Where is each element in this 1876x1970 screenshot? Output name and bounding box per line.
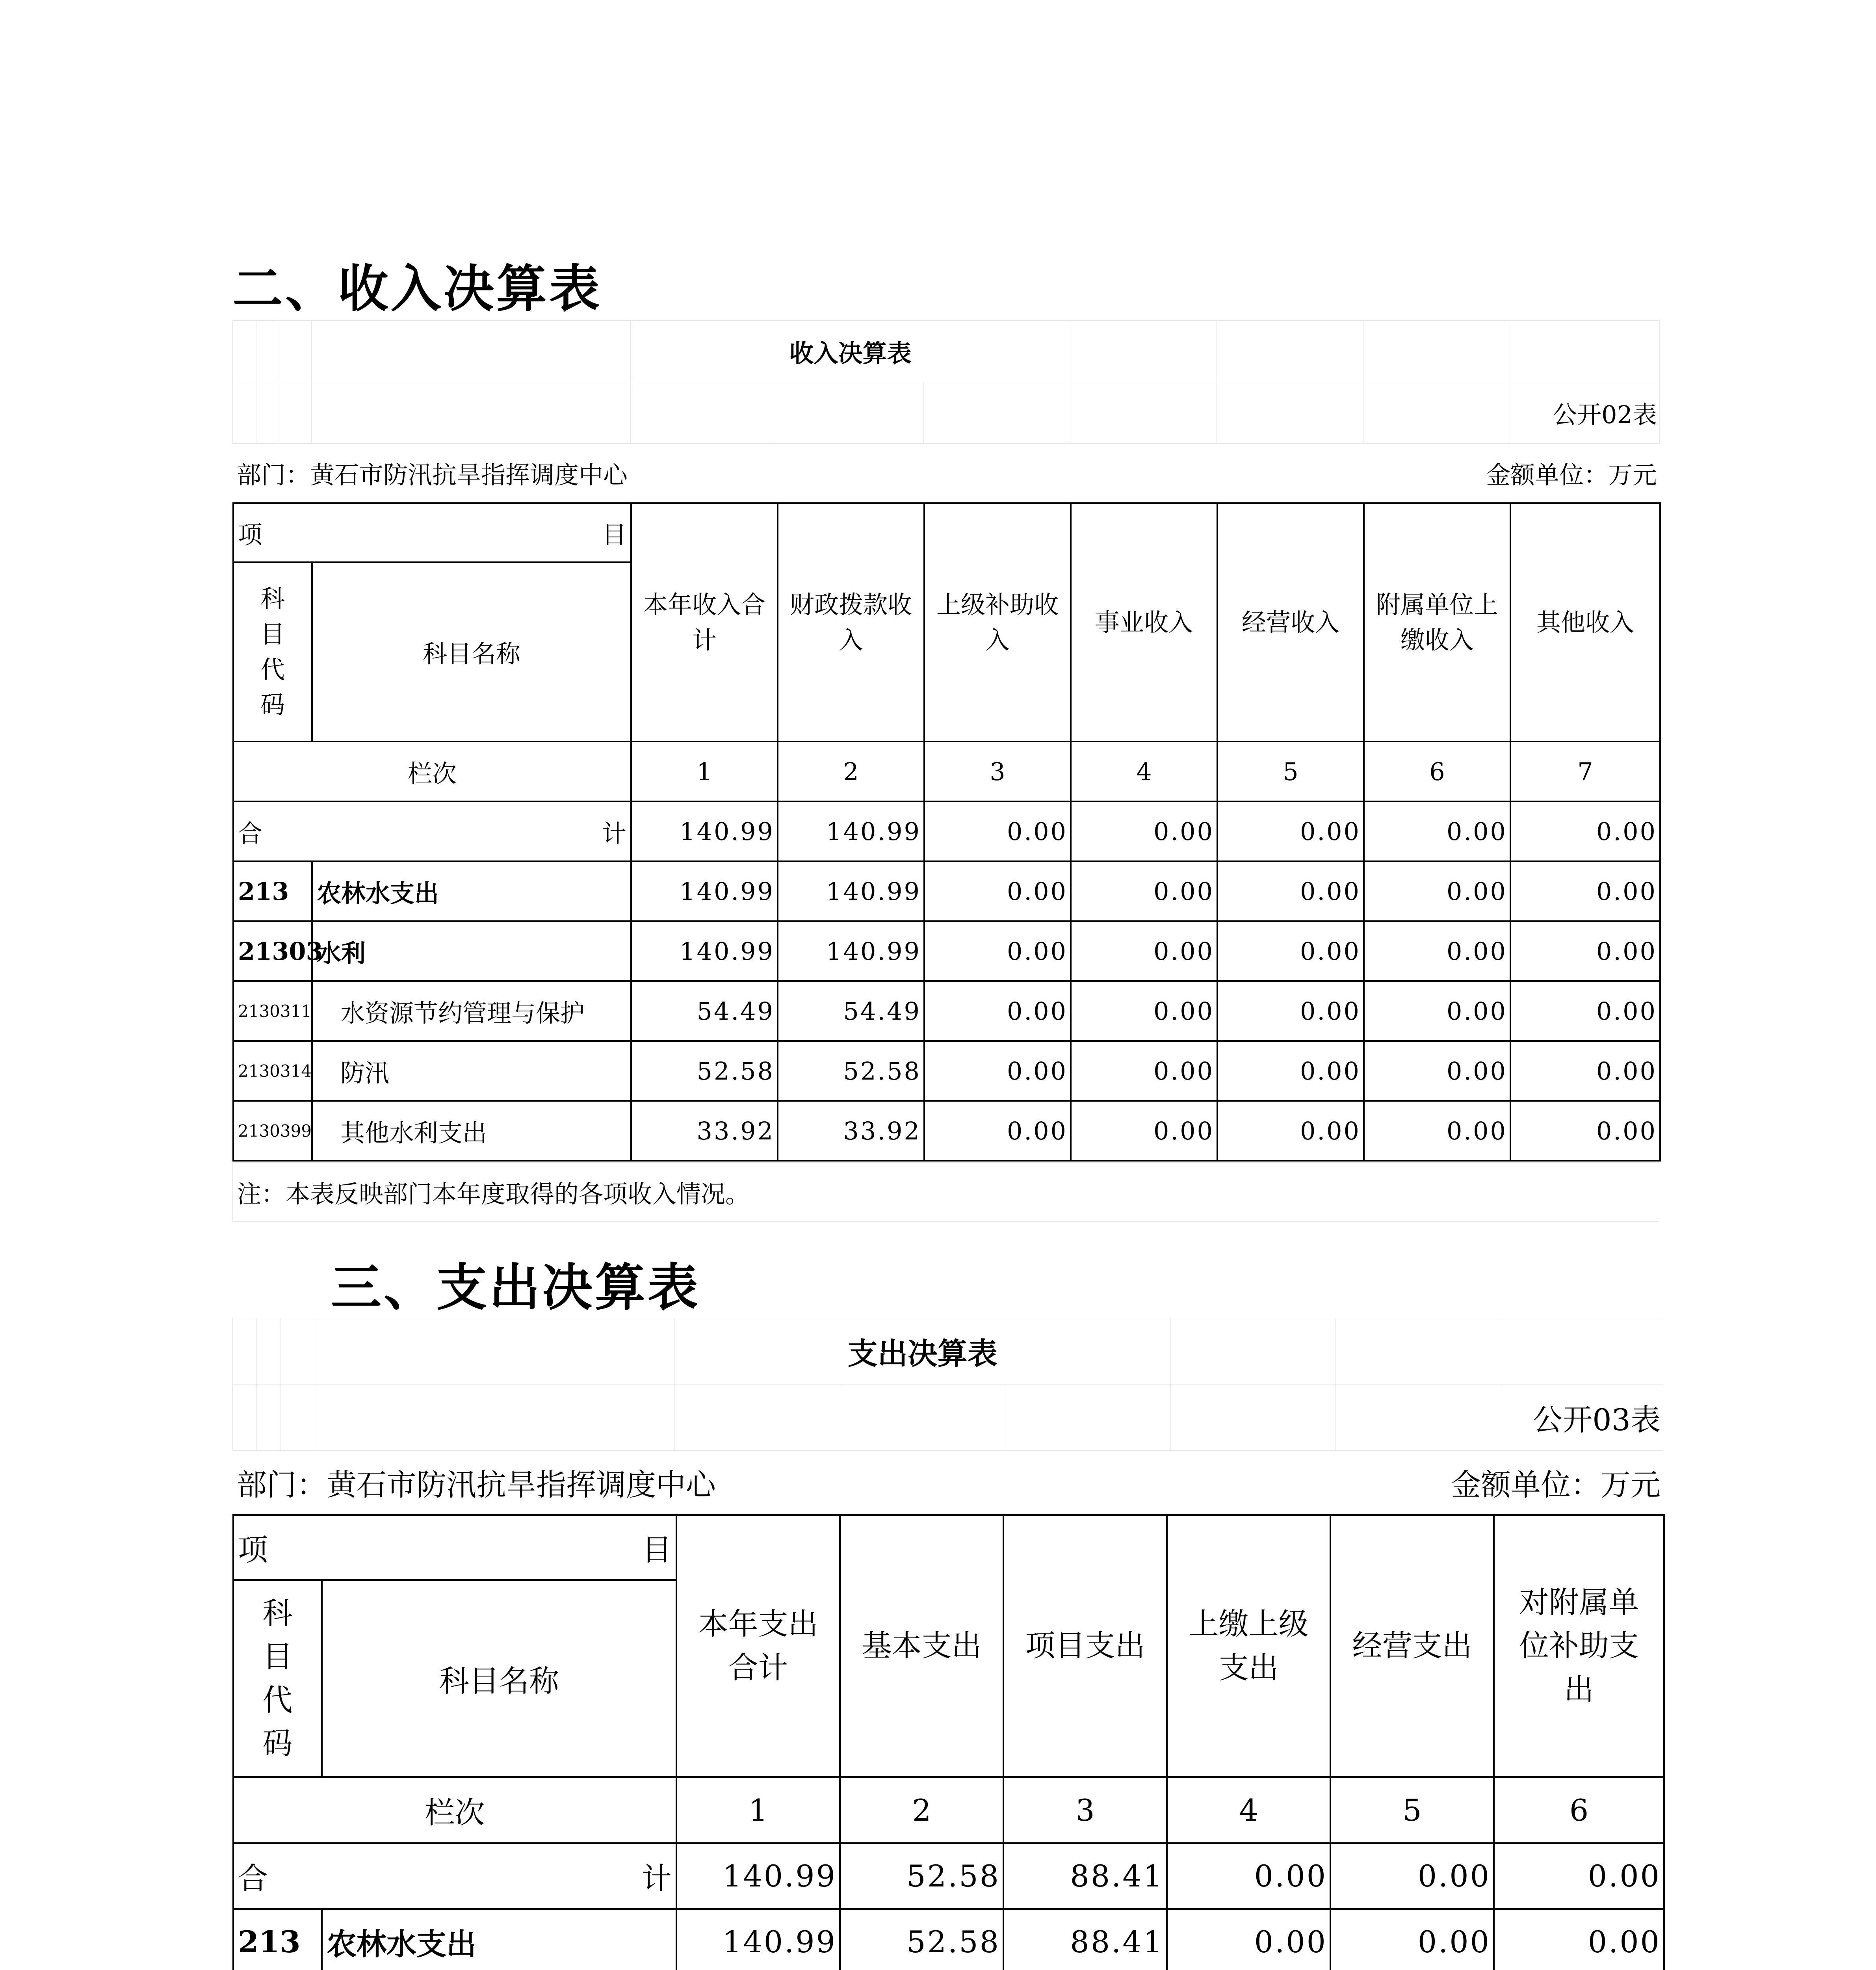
expense-col-number: 1 xyxy=(676,1777,840,1843)
income-col-header: 事业收入 xyxy=(1071,503,1217,742)
income-code-header: 科目代码 xyxy=(233,562,312,742)
income-row-name: 防汛 xyxy=(312,1041,631,1101)
expense-col-header: 对附属单位补助支出 xyxy=(1494,1515,1664,1777)
income-cell: 0.00 xyxy=(1071,1101,1217,1161)
income-cell: 0.00 xyxy=(1071,861,1217,921)
expense-cell: 0.00 xyxy=(1330,1843,1494,1909)
expense-row-code: 213 xyxy=(233,1909,322,1970)
income-col-header: 财政拨款收入 xyxy=(778,503,924,742)
expense-total-row xyxy=(233,1843,1664,1909)
expense-section-heading: 三、支出决算表 xyxy=(331,1258,701,1317)
expense-code-header: 科目代码 xyxy=(233,1580,322,1777)
expense-name-header: 科目名称 xyxy=(322,1580,676,1777)
expense-form-number: 公开03表 xyxy=(1501,1385,1663,1451)
income-cell: 0.00 xyxy=(1071,801,1217,861)
income-table-title: 收入决算表 xyxy=(631,321,1070,382)
income-cell: 54.49 xyxy=(631,981,778,1041)
expense-col-header: 项目支出 xyxy=(1003,1515,1167,1777)
income-cell: 0.00 xyxy=(1510,981,1660,1041)
expense-cell: 0.00 xyxy=(1330,1909,1494,1970)
income-cell: 140.99 xyxy=(778,801,924,861)
income-row-code: 2130399 xyxy=(233,1101,312,1161)
income-cell: 0.00 xyxy=(1364,1101,1510,1161)
income-cell: 0.00 xyxy=(1364,1041,1510,1101)
income-cell: 0.00 xyxy=(1217,981,1364,1041)
income-cell: 0.00 xyxy=(1217,1101,1364,1161)
income-cell: 0.00 xyxy=(1364,801,1510,861)
expense-cell: 0.00 xyxy=(1167,1909,1330,1970)
income-total-label: 合 计 xyxy=(233,801,631,861)
expense-department: 部门：黄石市防汛抗旱指挥调度中心 xyxy=(237,1467,716,1502)
income-cell: 0.00 xyxy=(1510,1101,1660,1161)
income-cell: 140.99 xyxy=(631,861,778,921)
income-amount-unit: 金额单位：万元 xyxy=(1486,461,1657,489)
expense-col-number: 6 xyxy=(1494,1777,1664,1843)
income-table-header-area xyxy=(232,320,1660,503)
expense-row-name: 农林水支出 xyxy=(322,1909,676,1970)
expense-cell: 140.99 xyxy=(676,1909,840,1970)
expense-col-number: 3 xyxy=(1003,1777,1167,1843)
expense-col-header: 上缴上级支出 xyxy=(1167,1515,1330,1777)
income-item-header: 项 目 xyxy=(233,503,631,562)
expense-lanci-label: 栏次 xyxy=(233,1777,676,1843)
income-cell: 0.00 xyxy=(1217,801,1364,861)
income-cell: 0.00 xyxy=(924,1041,1071,1101)
income-name-header: 科目名称 xyxy=(312,562,631,742)
income-cell: 0.00 xyxy=(1071,1041,1217,1101)
expense-table-title: 支出决算表 xyxy=(675,1318,1171,1385)
income-cell: 33.92 xyxy=(631,1101,778,1161)
income-cell: 0.00 xyxy=(1217,1041,1364,1101)
expense-item-header: 项 目 xyxy=(233,1515,676,1580)
income-department: 部门：黄石市防汛抗旱指挥调度中心 xyxy=(237,461,628,489)
income-note-area xyxy=(232,1162,1659,1222)
income-cell: 0.00 xyxy=(1364,921,1510,981)
expense-cell: 52.58 xyxy=(840,1843,1003,1909)
expense-table xyxy=(232,1514,1665,1970)
income-table-row xyxy=(233,921,1660,981)
income-cell: 0.00 xyxy=(1510,921,1660,981)
expense-total-label: 合 计 xyxy=(233,1843,676,1909)
income-table-row xyxy=(233,981,1660,1041)
income-col-number: 1 xyxy=(631,742,778,801)
income-row-code: 2130311 xyxy=(233,981,312,1041)
expense-table-header-area xyxy=(232,1318,1663,1515)
income-cell: 140.99 xyxy=(778,921,924,981)
income-col-header: 上级补助收入 xyxy=(924,503,1071,742)
income-row-name: 水资源节约管理与保护 xyxy=(312,981,631,1041)
income-row-name: 水利 xyxy=(312,921,631,981)
income-col-number: 3 xyxy=(924,742,1071,801)
income-col-number: 4 xyxy=(1071,742,1217,801)
expense-col-header: 经营支出 xyxy=(1330,1515,1494,1777)
expense-cell: 88.41 xyxy=(1003,1843,1167,1909)
income-cell: 0.00 xyxy=(924,981,1071,1041)
income-col-header: 经营收入 xyxy=(1217,503,1364,742)
income-table-row xyxy=(233,1041,1660,1101)
expense-cell: 0.00 xyxy=(1167,1843,1330,1909)
income-cell: 52.58 xyxy=(778,1041,924,1101)
income-col-header: 本年收入合计 xyxy=(631,503,778,742)
income-form-number: 公开02表 xyxy=(1510,382,1660,444)
income-cell: 0.00 xyxy=(1510,1041,1660,1101)
expense-col-number: 4 xyxy=(1167,1777,1330,1843)
income-cell: 140.99 xyxy=(778,861,924,921)
income-cell: 52.58 xyxy=(631,1041,778,1101)
income-cell: 0.00 xyxy=(1217,861,1364,921)
income-cell: 140.99 xyxy=(631,801,778,861)
income-row-code: 21303 xyxy=(233,921,312,981)
income-col-header: 其他收入 xyxy=(1510,503,1660,742)
income-cell: 0.00 xyxy=(1510,861,1660,921)
income-total-row xyxy=(233,801,1660,861)
income-cell: 0.00 xyxy=(1364,981,1510,1041)
income-row-name: 农林水支出 xyxy=(312,861,631,921)
expense-col-number: 5 xyxy=(1330,1777,1494,1843)
income-cell: 0.00 xyxy=(924,921,1071,981)
expense-amount-unit: 金额单位：万元 xyxy=(1451,1467,1661,1502)
income-col-number: 2 xyxy=(778,742,924,801)
income-row-code: 213 xyxy=(233,861,312,921)
income-lanci-label: 栏次 xyxy=(233,742,631,801)
income-col-header: 附属单位上缴收入 xyxy=(1364,503,1510,742)
income-table xyxy=(232,502,1661,1162)
expense-cell: 52.58 xyxy=(840,1909,1003,1970)
income-col-number: 7 xyxy=(1510,742,1660,801)
income-cell: 0.00 xyxy=(924,801,1071,861)
income-cell: 0.00 xyxy=(924,861,1071,921)
income-cell: 0.00 xyxy=(1071,981,1217,1041)
income-row-name: 其他水利支出 xyxy=(312,1101,631,1161)
expense-cell: 140.99 xyxy=(676,1843,840,1909)
expense-cell: 0.00 xyxy=(1494,1843,1664,1909)
income-cell: 54.49 xyxy=(778,981,924,1041)
income-cell: 0.00 xyxy=(1217,921,1364,981)
income-cell: 140.99 xyxy=(631,921,778,981)
expense-table-row xyxy=(233,1909,1664,1970)
income-cell: 33.92 xyxy=(778,1101,924,1161)
income-table-row xyxy=(233,861,1660,921)
income-col-number: 5 xyxy=(1217,742,1364,801)
income-section-heading: 二、收入决算表 xyxy=(232,259,602,318)
income-note: 注：本表反映部门本年度取得的各项收入情况。 xyxy=(233,1163,1659,1222)
income-row-code: 2130314 xyxy=(233,1041,312,1101)
income-col-number: 6 xyxy=(1364,742,1510,801)
expense-col-header: 本年支出合计 xyxy=(676,1515,840,1777)
income-cell: 0.00 xyxy=(924,1101,1071,1161)
expense-cell: 88.41 xyxy=(1003,1909,1167,1970)
income-cell: 0.00 xyxy=(1071,921,1217,981)
income-cell: 0.00 xyxy=(1510,801,1660,861)
income-cell: 0.00 xyxy=(1364,861,1510,921)
expense-col-number: 2 xyxy=(840,1777,1003,1843)
income-table-row xyxy=(233,1101,1660,1161)
expense-col-header: 基本支出 xyxy=(840,1515,1003,1777)
expense-cell: 0.00 xyxy=(1494,1909,1664,1970)
